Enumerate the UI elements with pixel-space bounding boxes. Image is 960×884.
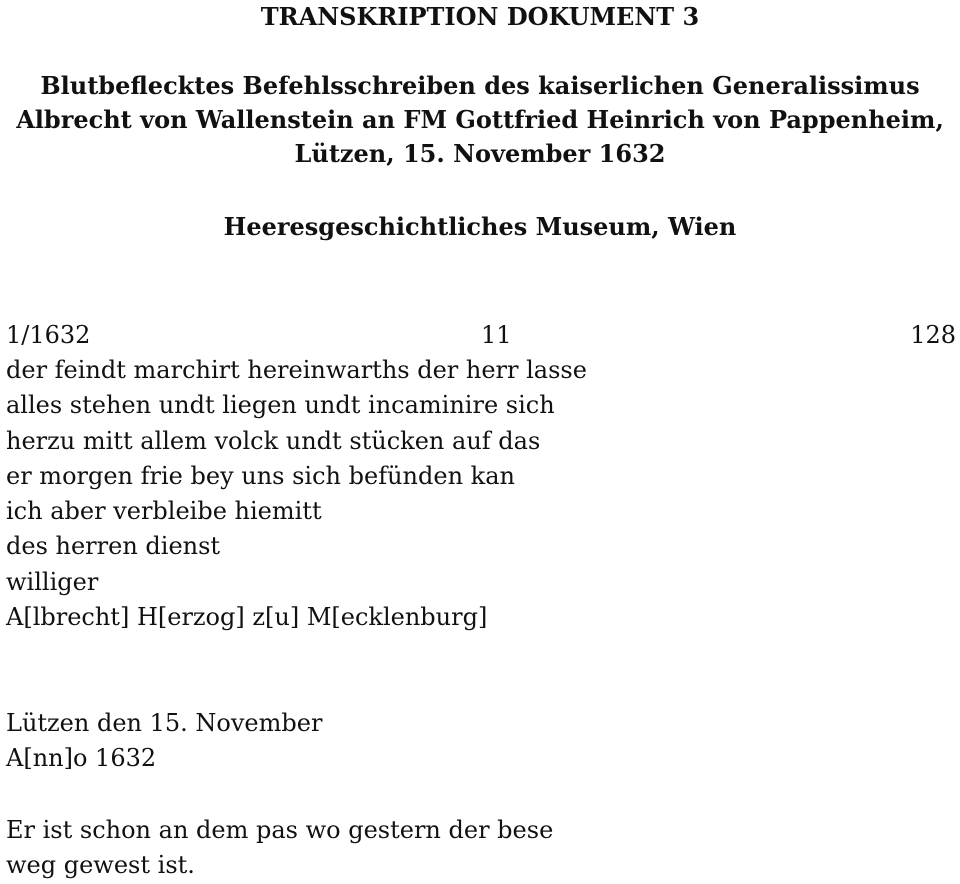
postscript-line: weg gewest ist. [6, 851, 195, 880]
letter-line: herzu mitt allem volck undt stücken auf das [6, 426, 541, 455]
signature-line: A[lbrecht] H[erzog] z[u] M[ecklenburg] [6, 603, 488, 632]
postscript [6, 813, 553, 884]
letter-line: der feindt marchirt hereinwarths der herr lasse [6, 356, 587, 384]
document-subtitle [0, 69, 960, 171]
museum-name: Heeresgeschichtliches Museum, Wien [223, 212, 737, 241]
dateline-line: A[nn]o 1632 [6, 744, 157, 773]
letter-line: ich aber verbleibe hiemitt [6, 497, 322, 526]
letter-line: alles stehen undt liegen undt incaminire sich [6, 391, 555, 420]
reference-folio: 11 [481, 321, 512, 349]
letter-text [6, 353, 587, 635]
letter-line: williger [6, 567, 99, 596]
subtitle-line: Lützen, 15. November 1632 [294, 139, 666, 168]
dateline-line: Lützen den 15. November [6, 709, 323, 737]
dateline [6, 706, 322, 777]
letter-line: des herren dienst [6, 532, 221, 561]
reference-page: 128 [910, 321, 956, 349]
reference-number: 1/1632 [6, 321, 91, 349]
postscript-line: Er ist schon an dem pas wo gestern der bese [6, 816, 554, 844]
document-title: TRANSKRIPTION DOKUMENT 3 [260, 2, 700, 31]
letter-line: er morgen frie bey uns sich befünden kan [6, 461, 515, 490]
reference-row [6, 318, 956, 352]
subtitle-line: Albrecht von Wallenstein an FM Gottfried Heinrich von Pappenheim, [16, 105, 944, 134]
subtitle-line: Blutbeflecktes Befehlsschreiben des kaiserlichen Generalissimus [40, 71, 920, 100]
